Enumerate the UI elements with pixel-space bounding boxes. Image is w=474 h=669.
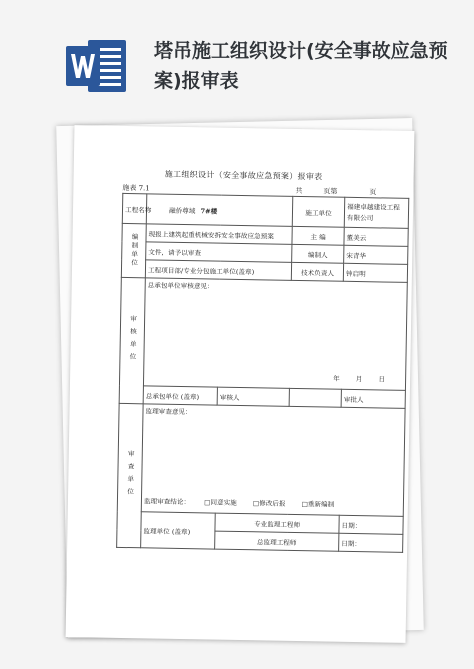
page-number-label: 页第: [323, 187, 338, 196]
specialty-engineer-label: 专业监理工程师: [215, 513, 339, 533]
document-page: [66, 125, 415, 643]
compile-line-2: 文件，请予以审查: [146, 242, 292, 263]
date-month-label: 月: [355, 375, 363, 384]
supervision-conclusion-label: 监理审查结论：: [143, 497, 191, 507]
compile-line-1: 现报上建筑起重机械安拆安全事故应急预案: [146, 224, 292, 245]
construction-unit-label: 施工单位: [292, 196, 345, 227]
gc-review-cell: [143, 278, 407, 391]
page-total-label: 共: [295, 186, 303, 196]
date-year-label: 年: [333, 374, 340, 383]
word-document-icon: [66, 38, 128, 94]
gc-review-date: [333, 373, 385, 384]
date-label-2: 日期：: [339, 533, 403, 552]
supervision-opinion: 监理审查意见：: [145, 407, 192, 417]
gc-unit-seal: 总承包单位 (盖章): [143, 386, 217, 405]
supervision-review-cell: [141, 404, 405, 517]
project-name-value: 融侨尊域: [168, 206, 196, 215]
form-title: 施工组织设计（安全事故应急预案）报审表: [164, 169, 323, 182]
main-editor-value: 董美云: [344, 227, 408, 246]
gc-review-opinion: 总承包单位审核意见：: [147, 281, 214, 291]
option-revise[interactable]: □修改后报: [252, 499, 286, 508]
tech-lead-value: 钟启明: [343, 263, 407, 282]
header-banner: [0, 0, 474, 120]
compile-unit-label: 编制单位: [121, 223, 146, 277]
compile-line-3: 工程项目部/专业分包施工单位(盖章): [145, 260, 291, 281]
option-redo[interactable]: □重新编制: [301, 500, 335, 509]
review-form-table: [116, 193, 409, 553]
supervision-conclusion-row: [144, 495, 404, 510]
date-day-label: 日: [378, 375, 386, 384]
main-editor-label: 主 编: [292, 226, 344, 245]
compiler-label: 编制人: [292, 244, 344, 263]
date-label-1: 日期：: [339, 515, 403, 534]
construction-unit-value: 福建卓越建设工程有限公司: [344, 197, 409, 228]
approver-label: 审批人: [341, 389, 405, 408]
document-title: 塔吊施工组织设计(安全事故应急预案)报审表: [154, 40, 448, 92]
option-approve[interactable]: □同意实施: [204, 498, 237, 507]
project-building-value: 7#楼: [200, 206, 218, 216]
supervision-unit-seal: 监理单位 (盖章): [141, 512, 216, 549]
supervision-unit-label: 审查单位: [117, 403, 144, 547]
tech-lead-label: 技术负责人: [291, 262, 343, 281]
reviewer-label: 审核人: [217, 387, 289, 406]
project-name-label: 工程名称: [122, 193, 147, 223]
project-name-cell: [146, 194, 293, 227]
form-code: 施表 7.1: [122, 183, 150, 193]
chief-engineer-label: 总监理工程师: [215, 531, 339, 551]
reviewer-value: [289, 388, 341, 407]
page-unit-label: 页: [369, 188, 377, 197]
review-unit-label: 审核单位: [119, 277, 145, 403]
compiler-value: 宋青华: [344, 245, 408, 264]
